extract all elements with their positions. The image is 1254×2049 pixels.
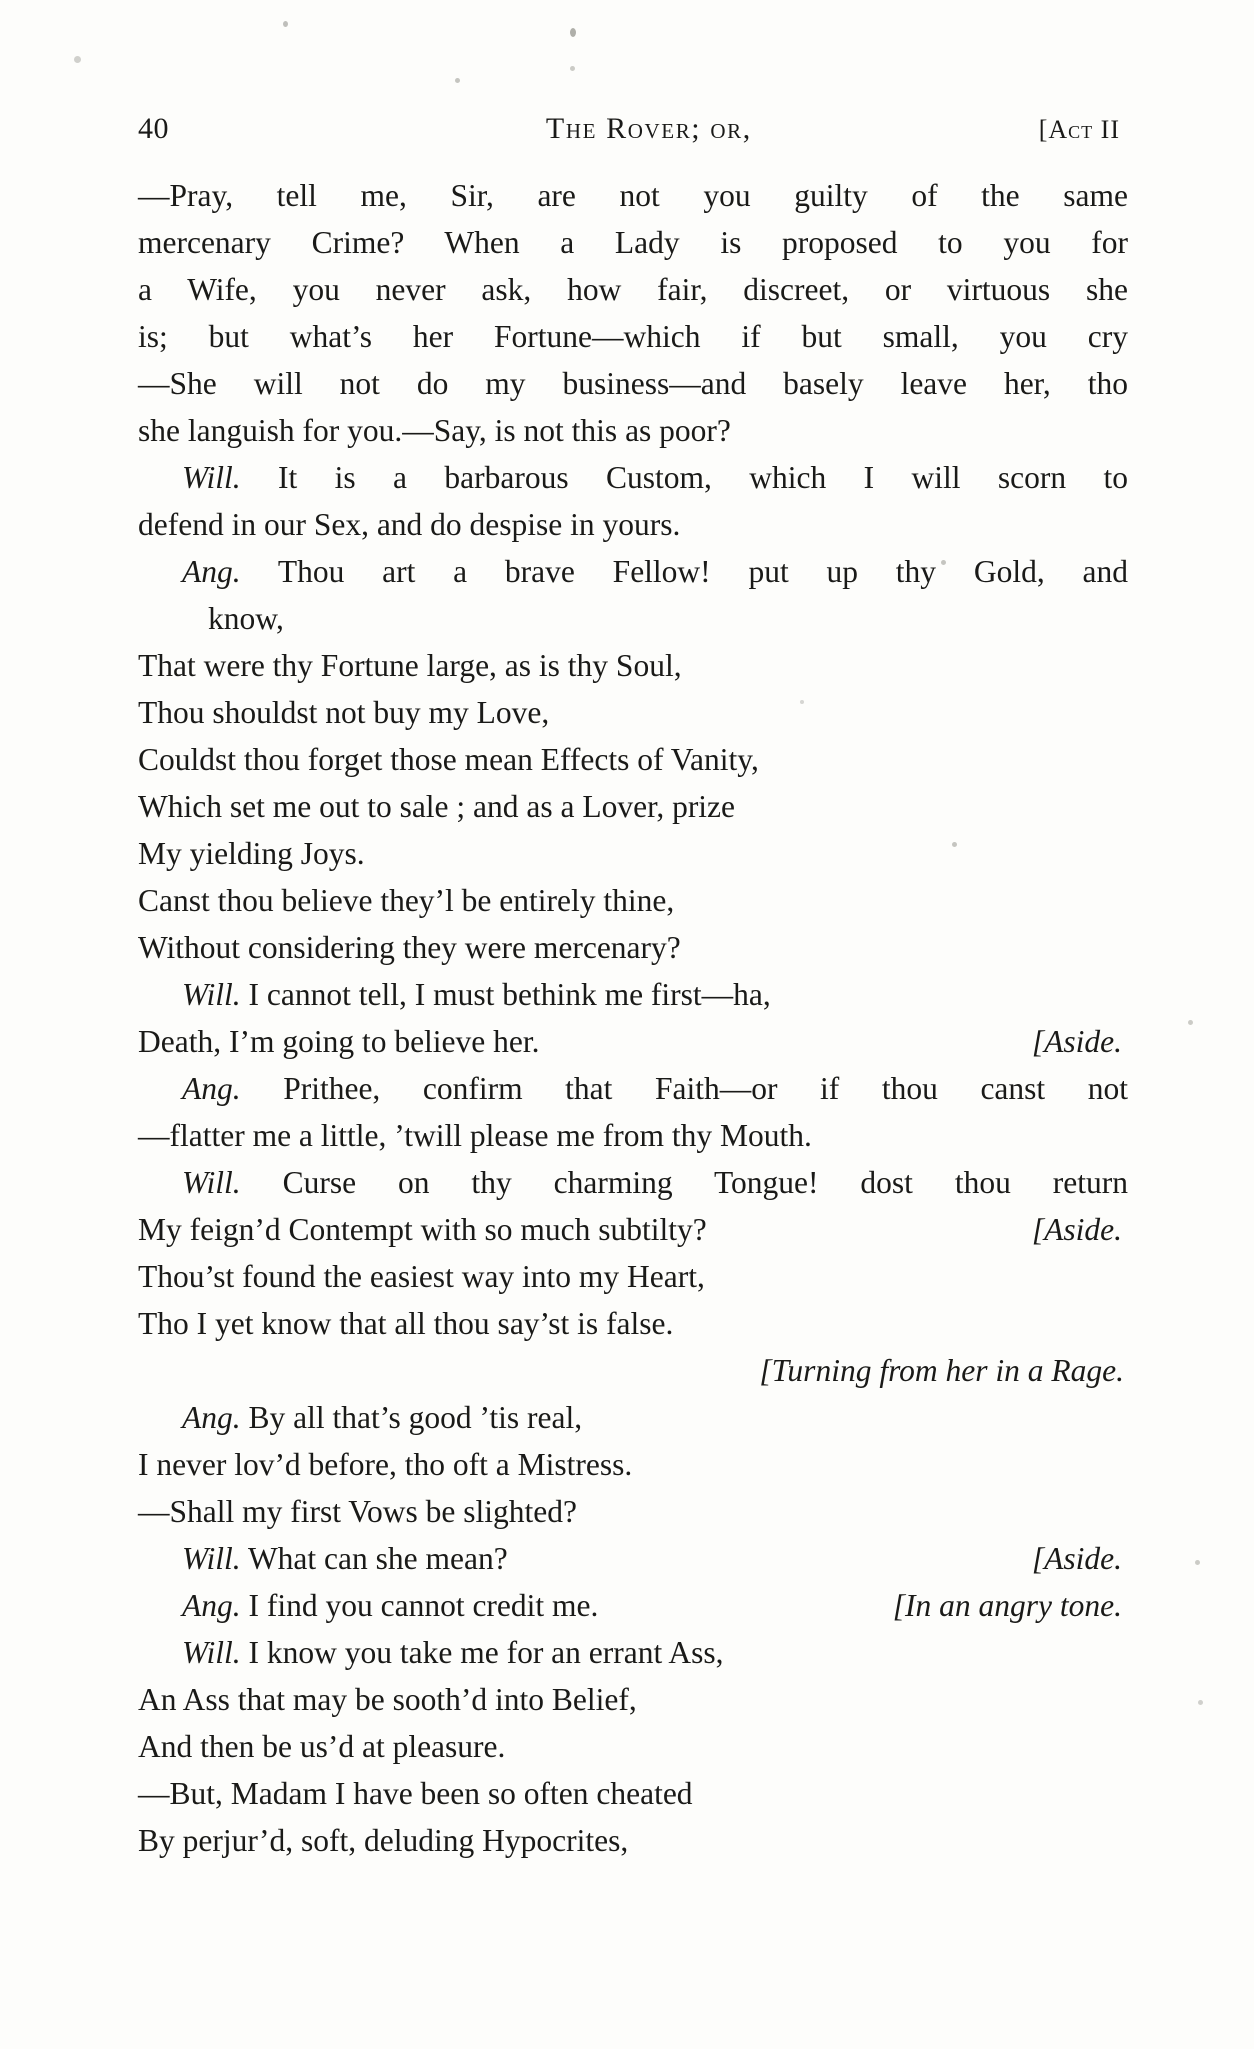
speaker-name: Ang. — [182, 1400, 241, 1435]
text-line: mercenary Crime? When a Lady is proposed to you for — [138, 225, 1128, 260]
act-marker: [Act II — [1038, 115, 1120, 144]
speech-text: Death, I’m going to believe her. — [138, 1024, 540, 1059]
text-line: is; but what’s her Fortune—which if but small, you cry — [138, 319, 1128, 354]
scan-speck — [1198, 1700, 1203, 1705]
speaker-name: Ang. — [182, 554, 241, 589]
page-text-block — [138, 112, 1128, 1864]
speech-line — [138, 1065, 1128, 1112]
speech-line-with-stage — [138, 1206, 1128, 1253]
speech-line — [138, 1394, 1128, 1441]
speaker-name: Will. — [182, 1635, 241, 1670]
speech-line — [138, 1629, 1128, 1676]
verse-line: —Shall my first Vows be slighted? — [138, 1494, 577, 1529]
text-line: defend in our Sex, and do despise in yours. — [138, 507, 681, 542]
scan-speck — [455, 78, 460, 83]
speech-text: By all that’s good ’tis real, — [240, 1400, 583, 1435]
verse-line: My yielding Joys. — [138, 836, 365, 871]
verse-line: Canst thou believe they’l be entirely thine, — [138, 883, 675, 918]
verse-line: By perjur’d, soft, deluding Hypocrites, — [138, 1823, 629, 1858]
folio-number: 40 — [138, 112, 169, 145]
speech-line-with-stage — [138, 1582, 1128, 1629]
text-line: —flatter me a little, ’twill please me from thy Mouth. — [138, 1118, 812, 1153]
speech-text: My feign’d Contempt with so much subtilty? — [138, 1212, 707, 1247]
speech-text: Thou art a brave Fellow! put up thy Gold, and — [240, 554, 1128, 589]
verse-line: —But, Madam I have been so often cheated — [138, 1776, 693, 1811]
stage-direction: [Turning from her in a Rage. — [759, 1353, 1124, 1388]
scan-speck — [283, 21, 288, 27]
speech-text: It is a barbarous Custom, which I will scorn to — [240, 460, 1128, 495]
speech-line — [138, 971, 1128, 1018]
stage-direction: [Aside. — [1031, 1024, 1122, 1059]
speech-text: Prithee, confirm that Faith—or if thou canst not — [240, 1071, 1128, 1106]
scan-speck — [1195, 1560, 1200, 1565]
speaker-name: Will. — [182, 1165, 241, 1200]
speech-text: Curse on thy charming Tongue! dost thou return — [240, 1165, 1128, 1200]
page-header — [138, 112, 1128, 146]
speech-text — [182, 1582, 598, 1629]
speaker-name: Will. — [182, 1541, 241, 1576]
speech-line — [138, 454, 1128, 501]
verse-line: And then be us’d at pleasure. — [138, 1729, 506, 1764]
speech-line-with-stage — [138, 1018, 1128, 1065]
text-line: —She will not do my business—and basely leave her, tho — [138, 366, 1128, 401]
speech-line — [138, 548, 1128, 595]
speech-text: I cannot tell, I must bethink me first—ha, — [240, 977, 771, 1012]
verse-line: Which set me out to sale ; and as a Lover, prize — [138, 789, 736, 824]
stage-direction: [In an angry tone. — [892, 1588, 1122, 1623]
verse-line: An Ass that may be sooth’d into Belief, — [138, 1682, 637, 1717]
speech-body: I find you cannot credit me. — [240, 1588, 599, 1623]
speaker-name: Will. — [182, 460, 241, 495]
text-line: a Wife, you never ask, how fair, discreet, or virtuous she — [138, 272, 1128, 307]
text-line: she languish for you.—Say, is not this as poor? — [138, 413, 731, 448]
speaker-name: Ang. — [182, 1071, 241, 1106]
speech-line-with-stage — [138, 1535, 1128, 1582]
speaker-name: Will. — [182, 977, 241, 1012]
speaker-name: Ang. — [182, 1588, 241, 1623]
verse-line: I never lov’d before, tho oft a Mistress. — [138, 1447, 633, 1482]
speech-text — [182, 1535, 508, 1582]
stage-direction: [Aside. — [1031, 1541, 1122, 1576]
verse-line: Thou’st found the easiest way into my Heart, — [138, 1259, 705, 1294]
scan-speck — [570, 66, 575, 71]
speech-body: What can she mean? — [240, 1541, 508, 1576]
text-line: know, — [208, 601, 284, 636]
stage-direction: [Aside. — [1031, 1212, 1122, 1247]
speech-text: I know you take me for an errant Ass, — [240, 1635, 724, 1670]
scan-speck — [1188, 1020, 1193, 1025]
running-title: The Rover; or, — [545, 112, 752, 145]
verse-line: That were thy Fortune large, as is thy Soul, — [138, 648, 682, 683]
verse-line: Without considering they were mercenary? — [138, 930, 681, 965]
text-line: —Pray, tell me, Sir, are not you guilty of the same — [138, 178, 1128, 213]
scan-speck — [570, 28, 576, 37]
scan-speck — [74, 56, 81, 63]
verse-line: Thou shouldst not buy my Love, — [138, 695, 550, 730]
verse-line: Couldst thou forget those mean Effects of Vanity, — [138, 742, 759, 777]
speech-line — [138, 1159, 1128, 1206]
verse-line: Tho I yet know that all thou say’st is false. — [138, 1306, 674, 1341]
play-text — [138, 172, 1128, 1864]
